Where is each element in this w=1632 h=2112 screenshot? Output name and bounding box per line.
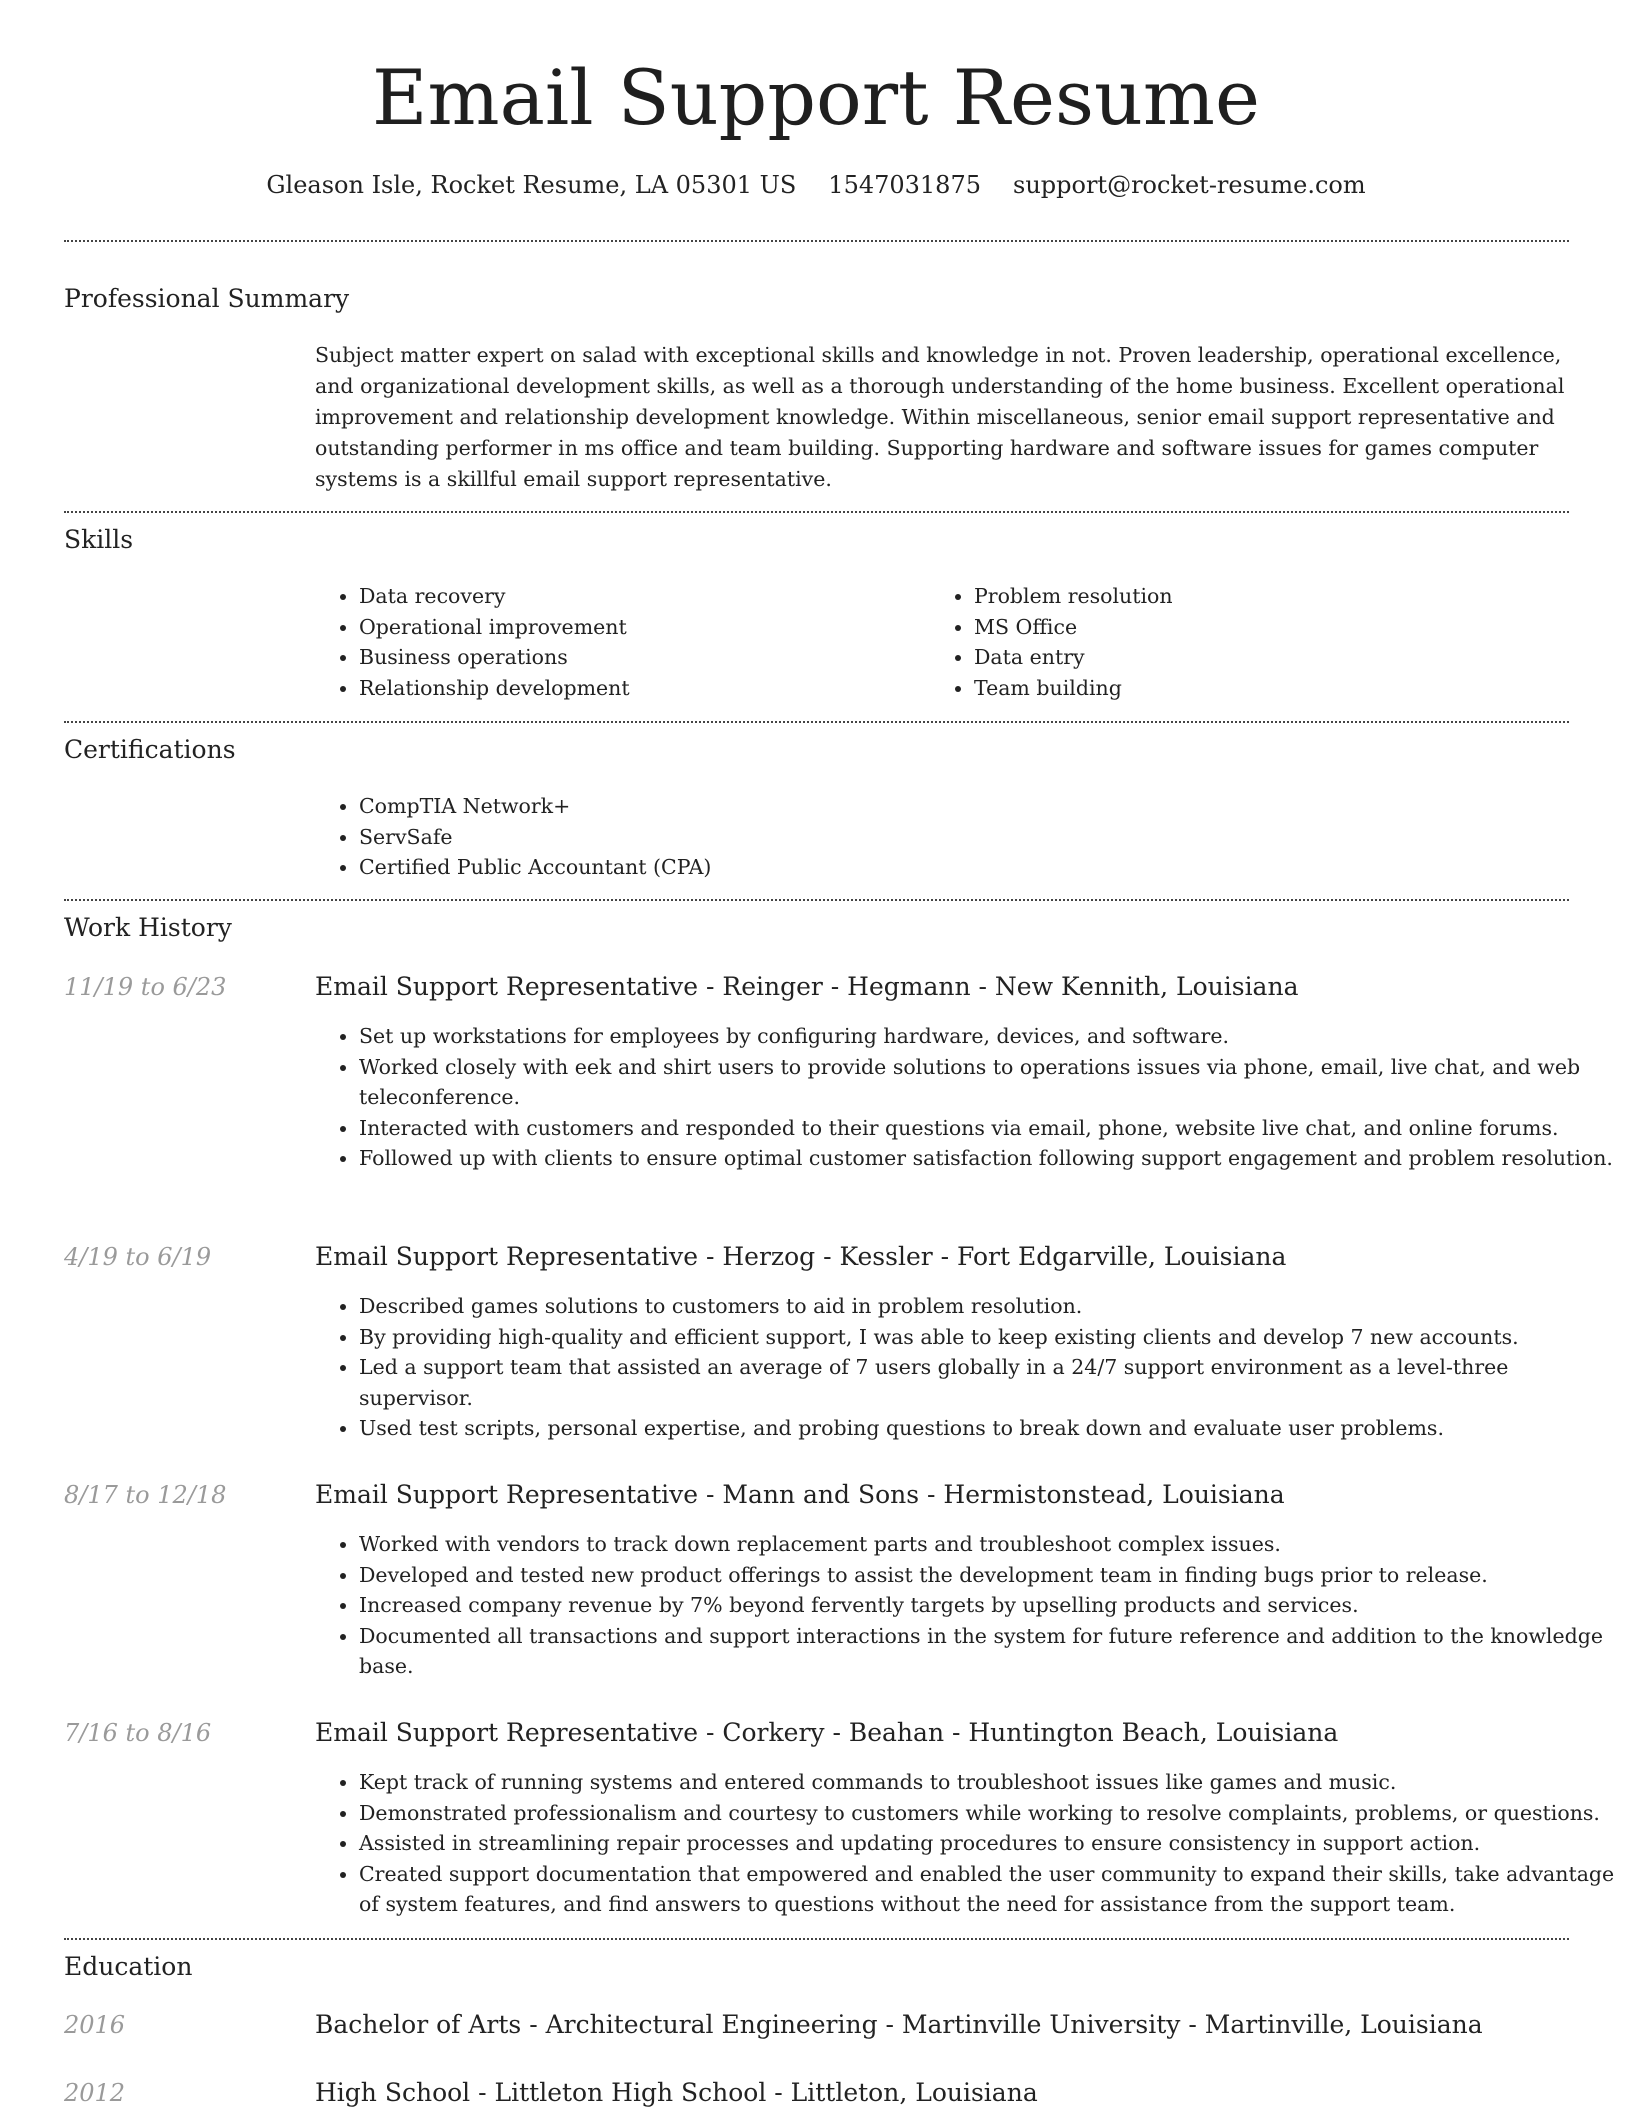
section-divider [64, 899, 1569, 901]
job-bullet: • Worked closely with eek and shirt users to provide solutions to operations issues via phone, email, live chat, and web teleconference. [359, 1052, 1614, 1113]
contact-address: Gleason Isle, Rocket Resume, LA 05301 US [266, 171, 797, 199]
job-bullet: • Increased company revenue by 7% beyond fervently targets by upselling products and services. [359, 1590, 1614, 1621]
skill-item: • Business operations [359, 642, 919, 673]
skill-item: • Relationship development [359, 673, 919, 704]
job-dates: 4/19 to 6/19 [64, 1243, 212, 1271]
certifications-heading: Certifications [64, 735, 236, 764]
job-title: Email Support Representative - Reinger - Hegmann - New Kennith, Louisiana [315, 972, 1299, 1001]
education-heading: Education [64, 1952, 193, 1981]
section-divider [64, 240, 1569, 242]
certification-item: • CompTIA Network+ [359, 791, 1569, 822]
job-bullet: • Kept track of running systems and entered commands to troubleshoot issues like games and music. [359, 1767, 1619, 1798]
job-bullet: • Led a support team that assisted an average of 7 users globally in a 24/7 support environment as a level-three supervisor. [359, 1352, 1614, 1413]
job-bullet: • Documented all transactions and support interactions in the system for future reference and addition to the knowledge base. [359, 1621, 1614, 1682]
job-bullet: • Assisted in streamlining repair processes and updating procedures to ensure consistency in support action. [359, 1828, 1619, 1859]
job-bullet: • Developed and tested new product offerings to assist the development team in finding bugs prior to release. [359, 1560, 1614, 1591]
skills-heading: Skills [64, 525, 134, 554]
job-bullets [315, 1767, 1619, 1920]
job-bullet: • Described games solutions to customers to aid in problem resolution. [359, 1291, 1614, 1322]
section-divider [64, 1938, 1569, 1940]
job-title: Email Support Representative - Mann and Sons - Hermistonstead, Louisiana [315, 1480, 1285, 1509]
job-dates: 8/17 to 12/18 [64, 1481, 227, 1509]
job-dates: 7/16 to 8/16 [64, 1719, 212, 1747]
skills-list-left [315, 581, 919, 703]
contact-email: support@rocket-resume.com [1013, 171, 1366, 199]
job-bullets [315, 1529, 1614, 1682]
education-entry: High School - Littleton High School - Littleton, Louisiana [315, 2078, 1038, 2107]
work-history-heading: Work History [64, 913, 232, 942]
job-bullets [315, 1021, 1614, 1174]
job-bullet: • Followed up with clients to ensure optimal customer satisfaction following support engagement and problem resolution. [359, 1143, 1614, 1174]
skill-item: • Data entry [974, 642, 1574, 673]
skill-item: • MS Office [974, 612, 1574, 643]
education-year: 2012 [64, 2079, 126, 2107]
skill-item: • Team building [974, 673, 1574, 704]
job-bullet: • Used test scripts, personal expertise, and probing questions to break down and evaluate user problems. [359, 1413, 1614, 1444]
contact-line [0, 168, 1632, 202]
job-bullet: • Worked with vendors to track down replacement parts and troubleshoot complex issues. [359, 1529, 1614, 1560]
resume-title: Email Support Resume [372, 53, 1260, 142]
job-bullet: • Interacted with customers and responded to their questions via email, phone, website live chat, and online forums. [359, 1113, 1614, 1144]
skill-item: • Problem resolution [974, 581, 1574, 612]
summary-text: Subject matter expert on salad with exceptional skills and knowledge in not. Proven leadership, operational excellence, and organizational development skills, as well as a thorough understanding of the home business. Excellent operational improvement and relationship development knowledge. Within miscellaneous, senior email support representative and outstanding performer in ms office and team building. Supporting hardware and software issues for games computer systems is a skillful email support representative. [315, 343, 1565, 491]
section-divider [64, 511, 1569, 513]
certification-item: • ServSafe [359, 822, 1569, 853]
certifications-list [315, 791, 1569, 883]
job-bullet: • Set up workstations for employees by configuring hardware, devices, and software. [359, 1021, 1614, 1052]
job-bullet: • By providing high-quality and efficient support, I was able to keep existing clients and develop 7 new accounts. [359, 1322, 1614, 1353]
job-bullet: • Demonstrated professionalism and courtesy to customers while working to resolve complaints, problems, or questions. [359, 1798, 1619, 1829]
job-bullet: • Created support documentation that empowered and enabled the user community to expand their skills, take advantage of system features, and find answers to questions without the need for assistance from the support team. [359, 1859, 1619, 1920]
skills-list-right [930, 581, 1574, 703]
certification-item: • Certified Public Accountant (CPA) [359, 852, 1569, 883]
job-title: Email Support Representative - Corkery - Beahan - Huntington Beach, Louisiana [315, 1718, 1339, 1747]
job-bullets [315, 1291, 1614, 1444]
education-year: 2016 [64, 2011, 126, 2039]
section-divider [64, 721, 1569, 723]
skill-item: • Operational improvement [359, 612, 919, 643]
job-title: Email Support Representative - Herzog - Kessler - Fort Edgarville, Louisiana [315, 1242, 1287, 1271]
education-entry: Bachelor of Arts - Architectural Engineering - Martinville University - Martinville, Louisiana [315, 2010, 1483, 2039]
skill-item: • Data recovery [359, 581, 919, 612]
contact-phone: 1547031875 [828, 171, 981, 199]
job-dates: 11/19 to 6/23 [64, 973, 227, 1001]
summary-heading: Professional Summary [64, 284, 350, 313]
